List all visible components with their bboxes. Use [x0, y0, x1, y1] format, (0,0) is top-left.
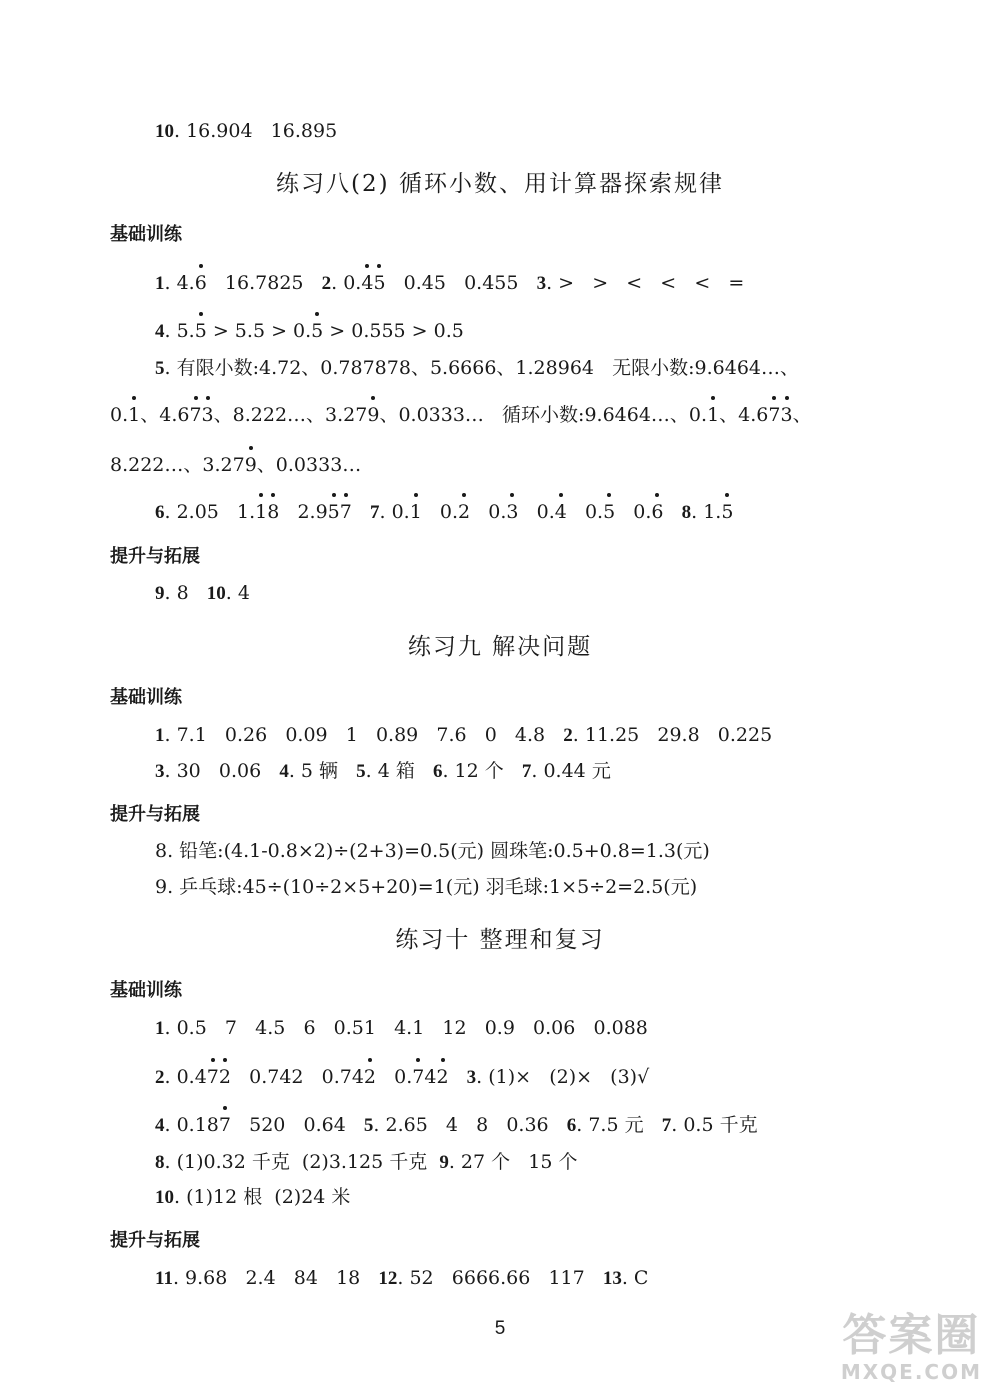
page-number: 5	[494, 1318, 506, 1339]
answer-line: 11. 9.68 2.4 84 18 12. 52 6666.66 117 13. C	[155, 1267, 649, 1289]
answer-line: 4. 5.5 > 5.5 > 0.5 > 0.555 > 0.5	[155, 320, 464, 342]
section-title: 练习八(2) 循环小数、用计算器探索规律	[276, 171, 724, 197]
answer-line: 10. (1)12 根 (2)24 米	[155, 1186, 351, 1208]
answer-line: 8.222…、3.279、0.0333…	[110, 454, 362, 476]
answer-line: 10. 16.904 16.895	[155, 120, 338, 142]
answer-line: 8. 铅笔:(4.1-0.8×2)÷(2+3)=0.5(元) 圆珠笔:0.5+0.8=1.3(元)	[155, 840, 710, 862]
answer-line: 0.1、4.673、8.222…、3.279、0.0333… 循环小数:9.6464…、0.1、4.673、	[110, 404, 812, 426]
answer-line: 6. 2.05 1.18 2.957 7. 0.1 0.2 0.3 0.4 0.5 0.6 8. 1.5	[155, 501, 734, 523]
answer-line: 5. 有限小数:4.72、0.787878、5.6666、1.28964 无限小数:9.6464…、	[155, 357, 799, 379]
answer-line: 2. 0.472 0.742 0.742 0.742 3. (1)× (2)× (3)√	[155, 1066, 650, 1088]
subsection-heading: 提升与拓展	[110, 804, 200, 825]
answer-line: 3. 30 0.06 4. 5 辆 5. 4 箱 6. 12 个 7. 0.44 元	[155, 760, 611, 782]
answer-line: 9. 乒乓球:45÷(10÷2×5+20)=1(元) 羽毛球:1×5÷2=2.5(元)	[155, 876, 698, 898]
subsection-heading: 基础训练	[110, 224, 182, 245]
answer-line: 1. 7.1 0.26 0.09 1 0.89 7.6 0 4.8 2. 11.25 29.8 0.225	[155, 724, 773, 746]
answer-line: 1. 4.6 16.7825 2. 0.45 0.45 0.455 3. > > < < < =	[155, 272, 745, 294]
watermark-text: 答案圈	[842, 1310, 981, 1361]
subsection-heading: 提升与拓展	[110, 546, 200, 567]
watermark-logo	[841, 1312, 982, 1384]
answer-line: 9. 8 10. 4	[155, 582, 250, 604]
answer-line: 8. (1)0.32 千克 (2)3.125 千克 9. 27 个 15 个	[155, 1151, 578, 1173]
section-title: 练习九 解决问题	[407, 634, 593, 660]
section-title: 练习十 整理和复习	[395, 927, 605, 953]
subsection-heading: 提升与拓展	[110, 1230, 200, 1251]
answer-line: 4. 0.187 520 0.64 5. 2.65 4 8 0.36 6. 7.5 元 7. 0.5 千克	[155, 1114, 758, 1136]
subsection-heading: 基础训练	[110, 687, 182, 708]
answer-line: 1. 0.5 7 4.5 6 0.51 4.1 12 0.9 0.06 0.088	[155, 1017, 648, 1039]
watermark-url: MXQE.COM	[840, 1360, 982, 1384]
subsection-heading: 基础训练	[110, 980, 182, 1001]
